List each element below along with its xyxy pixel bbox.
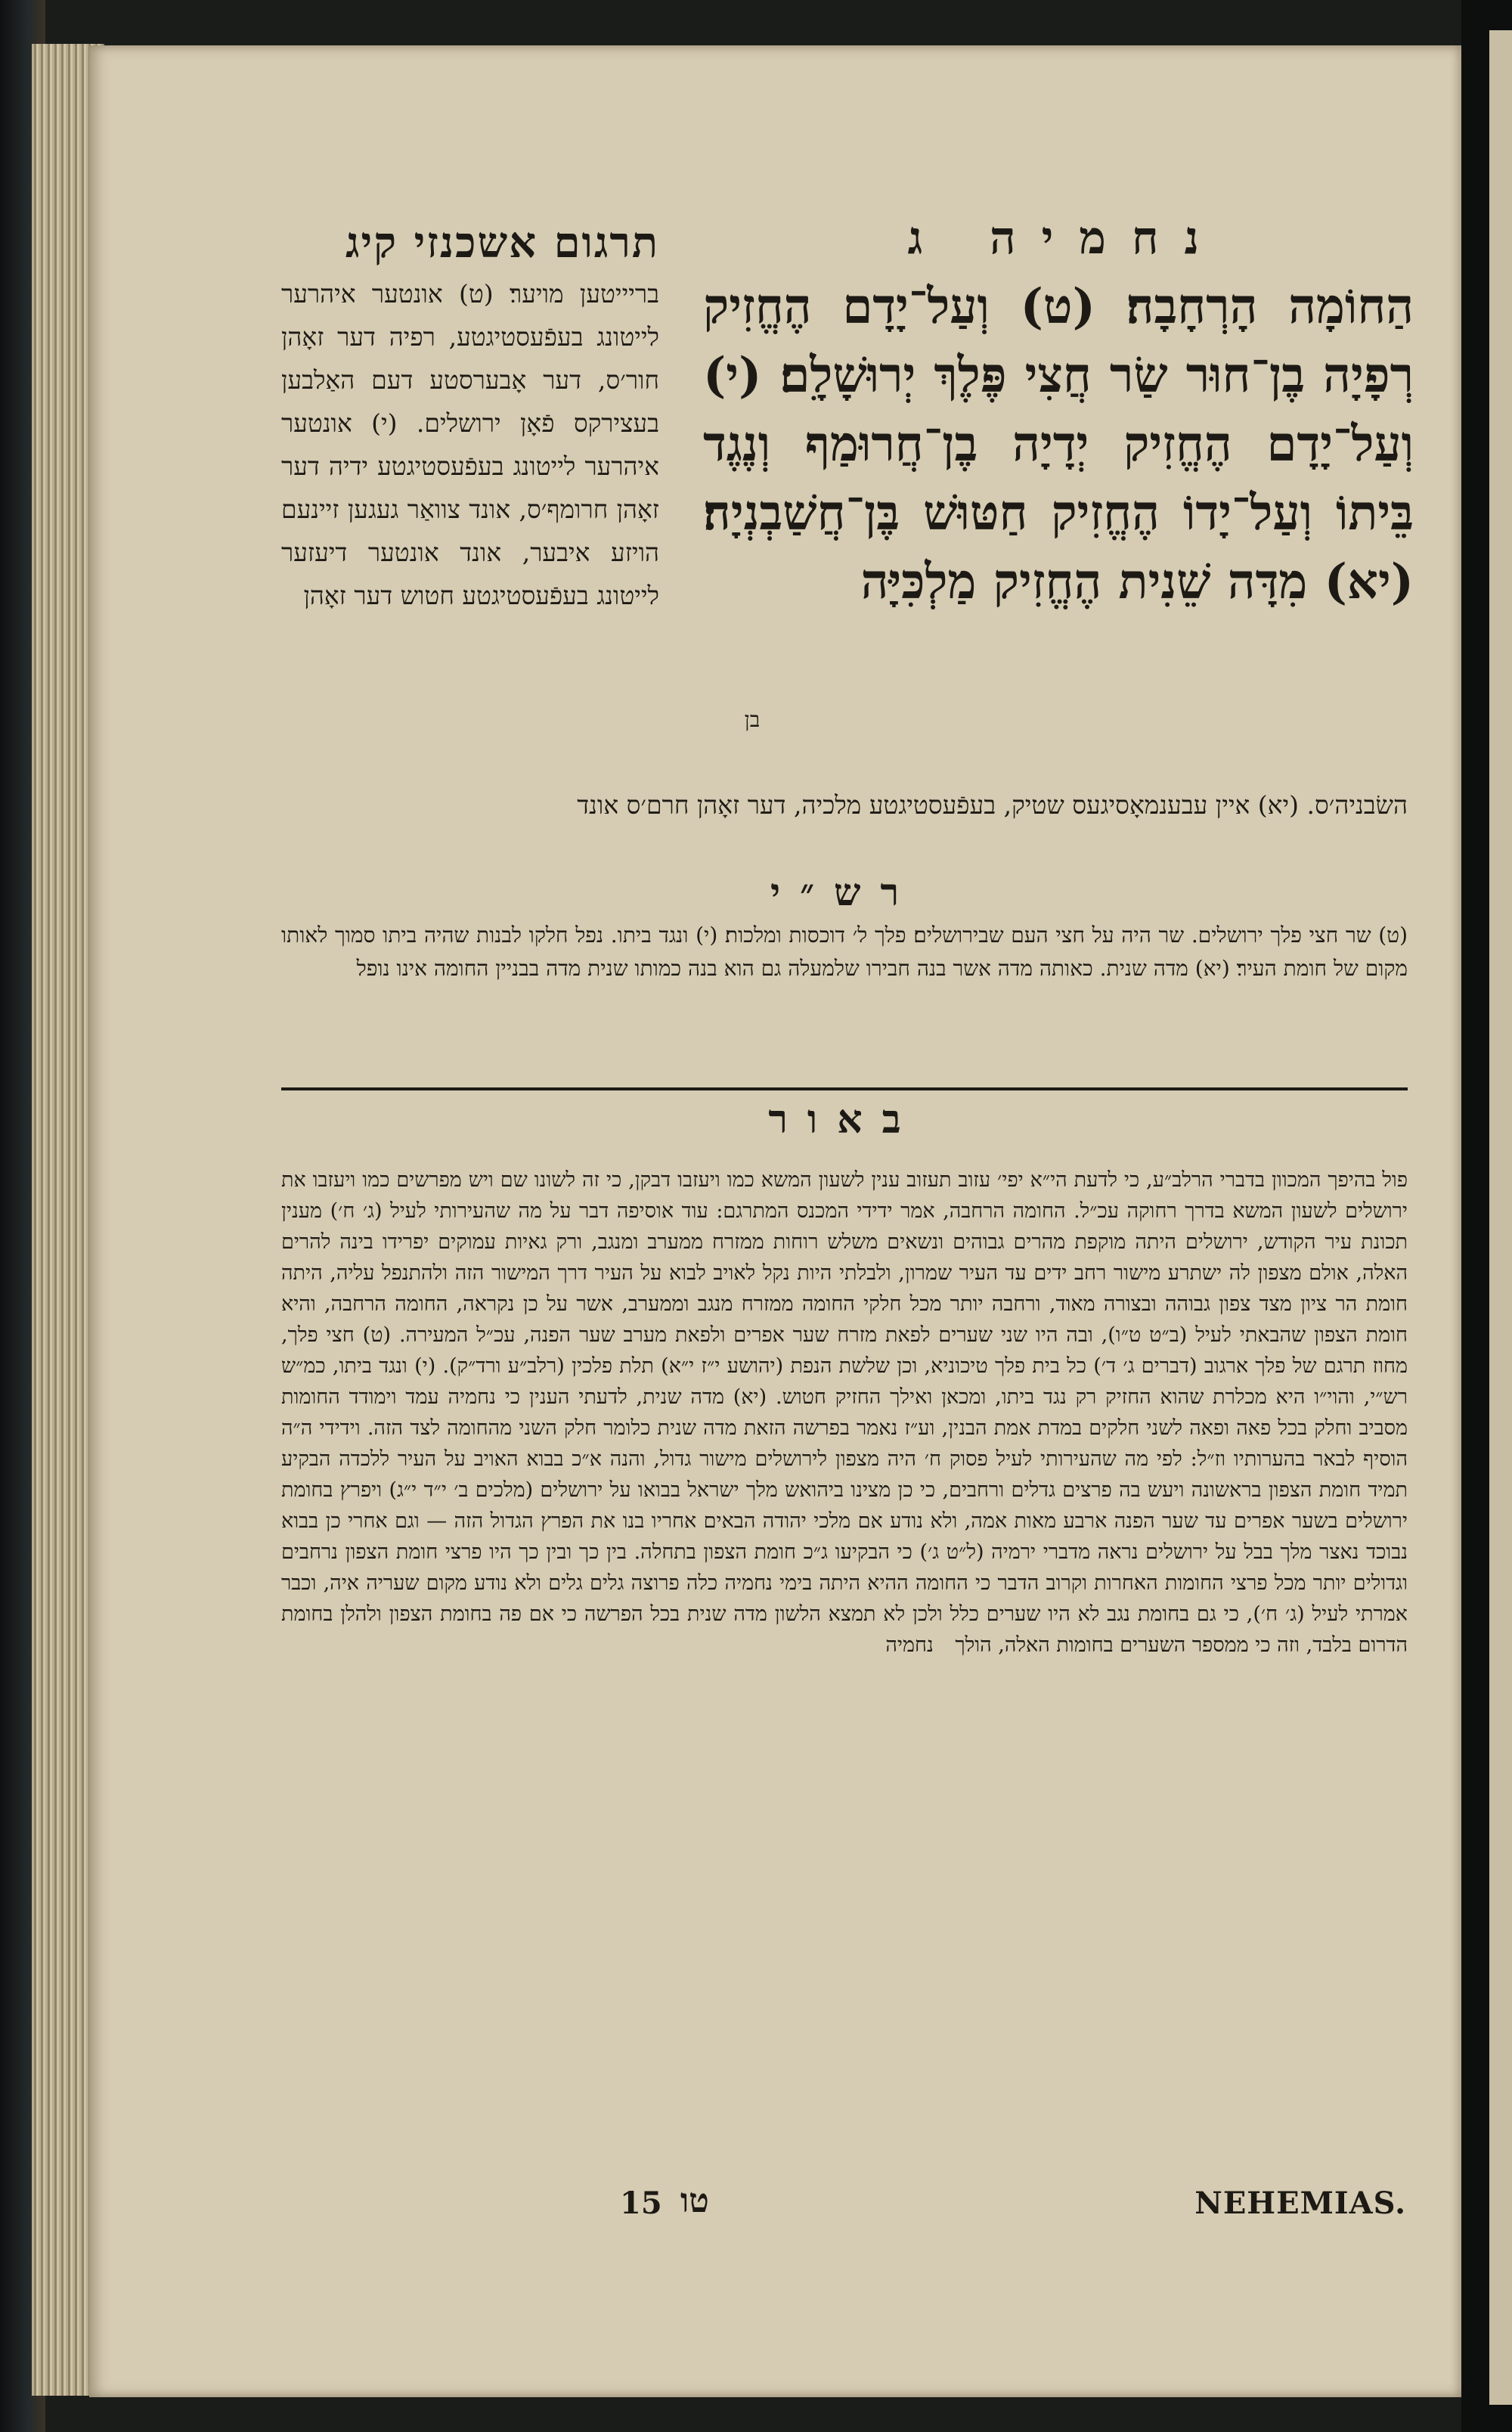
targum-continuation: השׂבניה׳ס. (יא) איין עבענמאָסיגעס שטיק, בעפֿעסטיגטע מלכיה, דער זאָהן חרם׳ס אונד bbox=[577, 790, 1408, 820]
rashi-title: רש״י bbox=[770, 870, 919, 914]
page-number: 15 bbox=[620, 2185, 662, 2221]
biur-title: באור bbox=[768, 1097, 921, 1143]
running-header-targum: תרגום אשכנזי קיג bbox=[345, 218, 659, 268]
biblical-text: הַחוֹמָה הָרְחָבָה׃ (ט) וְעַל־יָדָם הֶחֱזִיק רְפָיָה בֶן־חוּר שַׂר חֲצִי פֶּלֶךְ יְרוּשָׁלָ͏ִם׃ (י) וְעַל־יָדָם הֶחֱזִיק יְדָיָה בֶן־חֲרוּמַף וְנֶגֶד בֵּיתוֹ וְעַל־יָדוֹ הֶחֱזִיק חַטּוּשׁ בֶּן־חֲשַׁבְנְיָה׃ (יא) מִדָּה שֵׁנִית הֶחֱזִיק מַלְכִּיָּה bbox=[703, 278, 1414, 610]
biur-commentary bbox=[281, 1165, 1408, 1661]
biur-text: פול בהיפך המכוון בדברי הרלב״ע, כי לדעת הי״א יפי׳ עזוב תעזוב ענין לשעון המשא כמו ויעזבו דבקן, כי זה לשונו שם ויש מפרשים כמו ויעזבו את ירושלים לשעון המשא בדרך רחוקה עכ״ל. החומה הרחבה, אמר ידידי המכנס המתרגם: עוד אוסיפה דבר על מה שהעירותי לעיל (ג׳ ח׳) מענין תכונת עיר הקודש, ירושלים היתה מוקפת מהרים גבוהים ונשאים משלש רוחות ממזרח ממערב ומנגב, ורק גאיות עמוקים יפרידו בינה להרים האלה, אולם מצפון לה ישתרע מישור רחב ידים עד העיר שמרון, ולבלתי היות נקל לאויב לבוא על העיר דרך המישור הזה ולהתנפל עליה, היתה חומת הר ציון מצד צפון גבוהה ובצורה מאוד, ורחבה יותר מכל חלקי החומה ממזרח מנגב וממערב, אשר על כן נקראה, החומה הרחבה, והיא חומת הצפון שהבאתי לעיל (ב״ט ט״ו), ובה היו שני שערים לפאת מזרח שער אפרים ולפאת מערב שער הפנה, עכ״ל המעירה. (ט) חצי פלך, מחוז תרגם של פלך ארגוב (דברים ג׳ ד׳) כל בית פלך טיכוניא, וכן שלשת הנפת (יהושע י״ז י״א) תלת פלכין (רלב״ע ורד״ק). (י) ונגד ביתו, כמ״ש רש״י, והוי״ו היא מכלרת שהוא החזיק רק נגד ביתו, ומכאן ואילך החזיק חטוש. (יא) מדה שנית, לדעתי הענין כי נחמיה עמד וימודד החומות מסביב וחלק בכל פאה ופאה לשני חלקים במדת אמת הבנין, וע״ז נאמר בפרשה הזאת מדה שנית כלומר חלק השני מהחומה לצד הזה. וידידי ה״ה הוסיף לבאר בהערותיו וז״ל: לפי מה שהעירותי לעיל פסוק ח׳ היה מצפון לירושלים מישור גדול, והנה א״כ בבוא האויב על העיר ללכדה הבקיע תמיד חומת הצפון בראשונה ויעש בה פרצים גדלים ורחבים, כי כן מצינו ביהואש מלך ישראל בבואו על ירושלים (מלכים ב׳ י״ד י״ג) ויפרץ בחומת ירושלים בשער אפרים עד שער הפנה ארבע מאות אמה, ולא נודע אם מלכי יהודה הבאים אחריו בנו את הפרץ הגדול הזה — וגם אחרי כן בבוא נבוכד נאצר מלך בבל על ירושלים נראה מדברי ירמיה (ל״ט ג׳) כי הבקיעו ג״כ חומת הצפון בתחלה. בין כך ובין כך היו פרצי חומת הצפון נרחבים וגדולים יותר מכל פרצי החומות האחרות וקרוב הדבר כי החומה ההיא היתה בימי נחמיה כלה פרוצה גלים גלים ולא נודע מקום שעריה איה, וכבר אמרתי לעיל (ג׳ ח׳), כי גם בחומת נגב לא היו שערים כלל ולכן לא תמצא הלשון מדה שנית בכל הפרשה כי אם פה בחומת הצפון ולהלן בחומת הדרום בלבד, וזה כי ממספר השערים בחומות האלה, הולך bbox=[281, 1168, 1408, 1657]
main-catchword: בן bbox=[744, 707, 761, 732]
hebrew-page-number: טו bbox=[680, 2182, 709, 2220]
section-divider bbox=[281, 1087, 1408, 1090]
rashi-commentary: (ט) שר חצי פלך ירושלים. שר היה על חצי העם שבירושלים׃ פלך ל׳ דוכסות ומלכות׃ (י) ונגד ביתו. נפל חלקו לבנות שהיה ביתו סמוך לאותו מקום של חומת העיר׃ (יא) מדה שנית. כאותה מדה אשר בנה חבירו שלמעלה גם הוא בנה כמותו שנית מדה בבניין החומה אינו נופל bbox=[281, 923, 1408, 981]
running-header-book: נחמיה ג bbox=[907, 212, 1225, 265]
footer-book-title: NEHEMIAS. bbox=[1194, 2185, 1406, 2221]
targum-column: בריייטען מויער׃ (ט) אונטער איהרער לייטונג בעפֿעסטיגטע, רפיה דער זאָהן חור׳ס, דער אָבערסטע דעם האַלבען בעצירקס פֿאָן ירושלים. (י) אונטער איהרער לייטונג בעפֿעסטיגטע ידיה דער זאָהן חרומף׳ס, אונד צוואַר געגען זיינעם הויזע איבער, אונד אונטער דיעזער לייטונג בעפֿעסטיגטע חטוש דער זאָהן bbox=[281, 279, 659, 610]
biur-catchword: נחמיה bbox=[885, 1633, 934, 1657]
facing-page-edge bbox=[1489, 30, 1512, 2405]
